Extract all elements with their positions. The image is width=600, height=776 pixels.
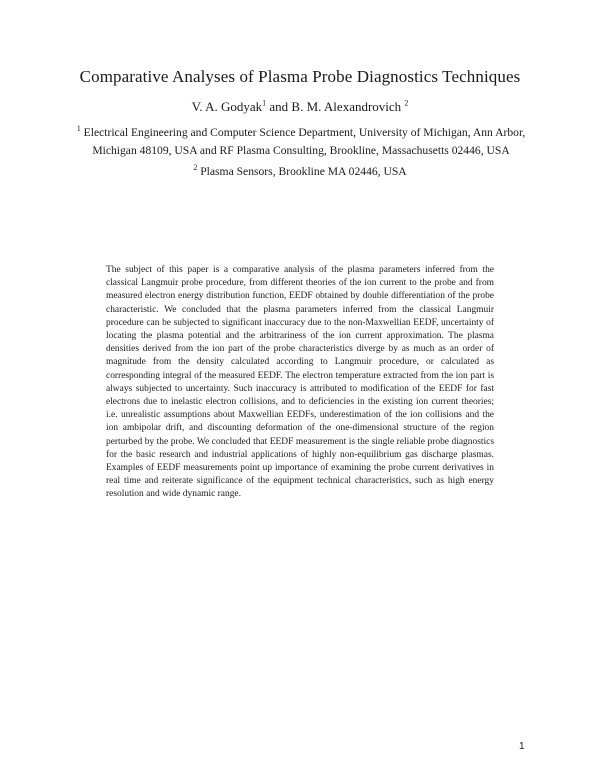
abstract: The subject of this paper is a comparative analysis of the plasma parameters inferred from the classical Langmuir probe procedure, from different theories of the ion current to the probe and from measured electron energy distribution function, EEDF obtained by double differentiation of the probe characteristic. We concluded that the plasma parameters inferred from the classical Langmuir procedure can be subjected to significant inaccuracy due to the non-Maxwellian EEDF, uncertainty of locating the plasma potential and the arbitrariness of the ion current approximation. The plasma densities derived from the ion part of the probe characteristics diverge by as much as an order of magnitude from the density calculated according to Langmuir procedure, or calculated as corresponding integral of the measured EEDF. The electron temperature extracted from the ion part is always subjected to uncertainty. Such inaccuracy is attributed to modification of the EEDF for fast electrons due to inelastic electron collisions, and to deficiencies in the existing ion current theories; i.e. unrealistic assumptions about Maxwellian EEDFs, underestimation of the ion collisions and the ion ambipolar drift, and discounting deformation of the one-dimensional structure of the region perturbed by the probe. We concluded that EEDF measurement is the single reliable probe diagnostics for the basic research and industrial applications of highly non-equilibrium gas discharge plasmas. Examples of EEDF measurements point up importance of examining the probe current derivatives in real time and reiterate significance of the equipment technical characteristics, such as high energy resolution and wide dynamic range.: [106, 265, 494, 500]
author-affiliation-marker: 1: [262, 98, 267, 108]
affiliation: [0, 165, 600, 178]
page-number: 1: [519, 741, 525, 752]
author-connector: and: [266, 99, 292, 114]
affiliation: [66, 124, 536, 159]
author-affiliation-marker: 2: [404, 98, 409, 108]
author-line: [0, 99, 600, 115]
affiliation-text: Plasma Sensors, Brookline MA 02446, USA: [200, 165, 407, 178]
affiliation-marker: 2: [193, 163, 198, 173]
affiliation-text: Electrical Engineering and Computer Science Department, University of Michigan, Ann Arbor, Michigan 48109, USA and RF Plasma Consulting, Brookline, Massachusetts 02446, USA: [83, 126, 526, 157]
paper-title: Comparative Analyses of Plasma Probe Diagnostics Techniques: [79, 67, 521, 86]
author-name: B. M. Alexandrovich: [291, 99, 402, 114]
author-name: V. A. Godyak: [191, 99, 263, 114]
affiliation-marker: 1: [76, 124, 81, 134]
